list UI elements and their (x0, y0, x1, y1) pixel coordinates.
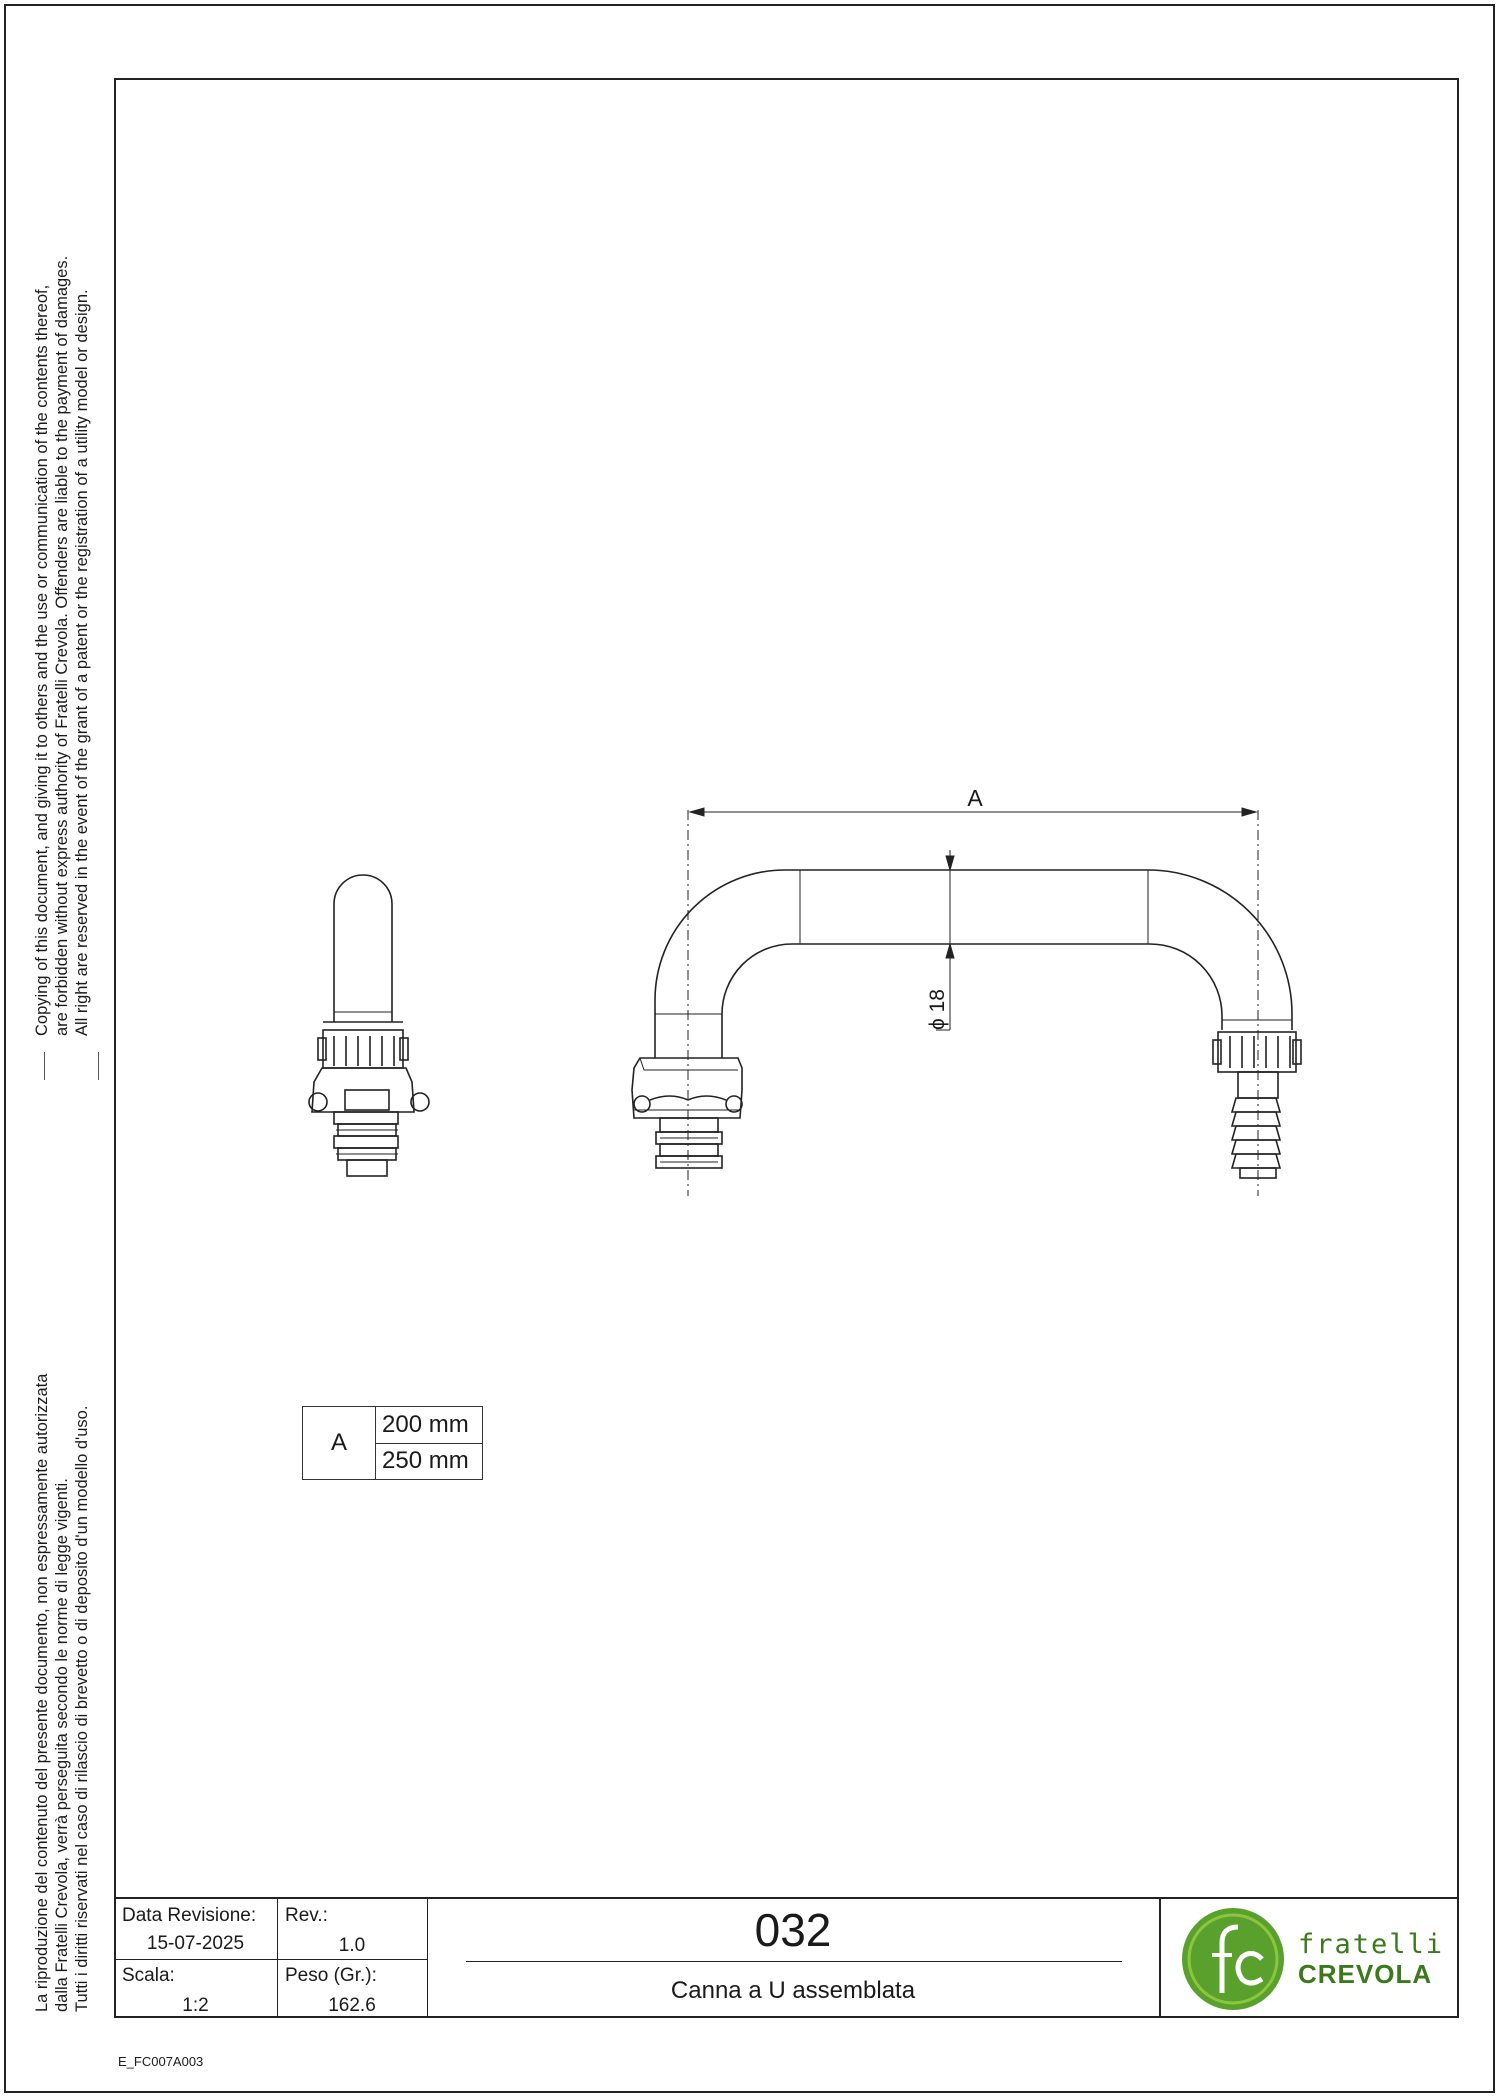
notice-line: La riproduzione del contenuto del presente documento, non espressamente autorizzata (33, 1373, 51, 2012)
scale-value: 1:2 (182, 1995, 209, 2016)
rev-value: 1.0 (338, 1935, 366, 1956)
dimension-a (690, 808, 1256, 1030)
notice-line: Copying of this document, and giving it to others and the use or communication of the contents thereof, (33, 284, 51, 1036)
fc-logo-icon (1178, 1905, 1288, 2013)
revision-date: 15-07-2025 (146, 1933, 245, 1954)
notice-line: Tutti i diritti riservati nel caso di rilascio di brevetto o di deposito d'un modello d'uso. (73, 1405, 91, 2012)
revision-date-label: Data Revisione: (122, 1905, 257, 1926)
part-number: 032 (754, 1904, 832, 1956)
weight-value: 162.6 (328, 1995, 376, 2016)
notice-line: dalla Fratelli Crevola, verrà perseguita secondo le norme di legge vigenti. (53, 1478, 71, 2012)
centerlines (688, 810, 1258, 1196)
diameter-label: ϕ 18 (926, 989, 949, 1030)
rev-label: Rev.: (285, 1905, 328, 1926)
notice-line: All right are reserved in the event of the grant of a patent or the registration of a utility model or design. (73, 289, 91, 1036)
variant-table (302, 1406, 483, 1480)
part-description: Canna a U assemblata (670, 1977, 916, 2004)
file-code: E_FC007A003 (118, 2054, 204, 2069)
variant-value: 200 mm (376, 1407, 483, 1444)
logo-text-fratelli: fratelli (1298, 1929, 1445, 1960)
copyright-notice-italian (32, 1374, 92, 2012)
dimension-a-label: A (967, 785, 983, 811)
front-view (632, 870, 1301, 1178)
company-logo (1178, 1905, 1444, 2013)
variant-label: A (303, 1407, 376, 1480)
weight-label: Peso (Gr.): (285, 1965, 377, 1986)
side-view (309, 875, 429, 1176)
table-row (303, 1407, 483, 1444)
variant-value: 250 mm (376, 1443, 483, 1480)
notice-line: are forbidden without express authority of Fratelli Crevola. Offenders are liable to the payment of damages. (53, 255, 71, 1036)
title-block (114, 1897, 1459, 2018)
logo-text-crevola: CREVOLA (1298, 1959, 1433, 1989)
scale-label: Scala: (122, 1965, 175, 1986)
